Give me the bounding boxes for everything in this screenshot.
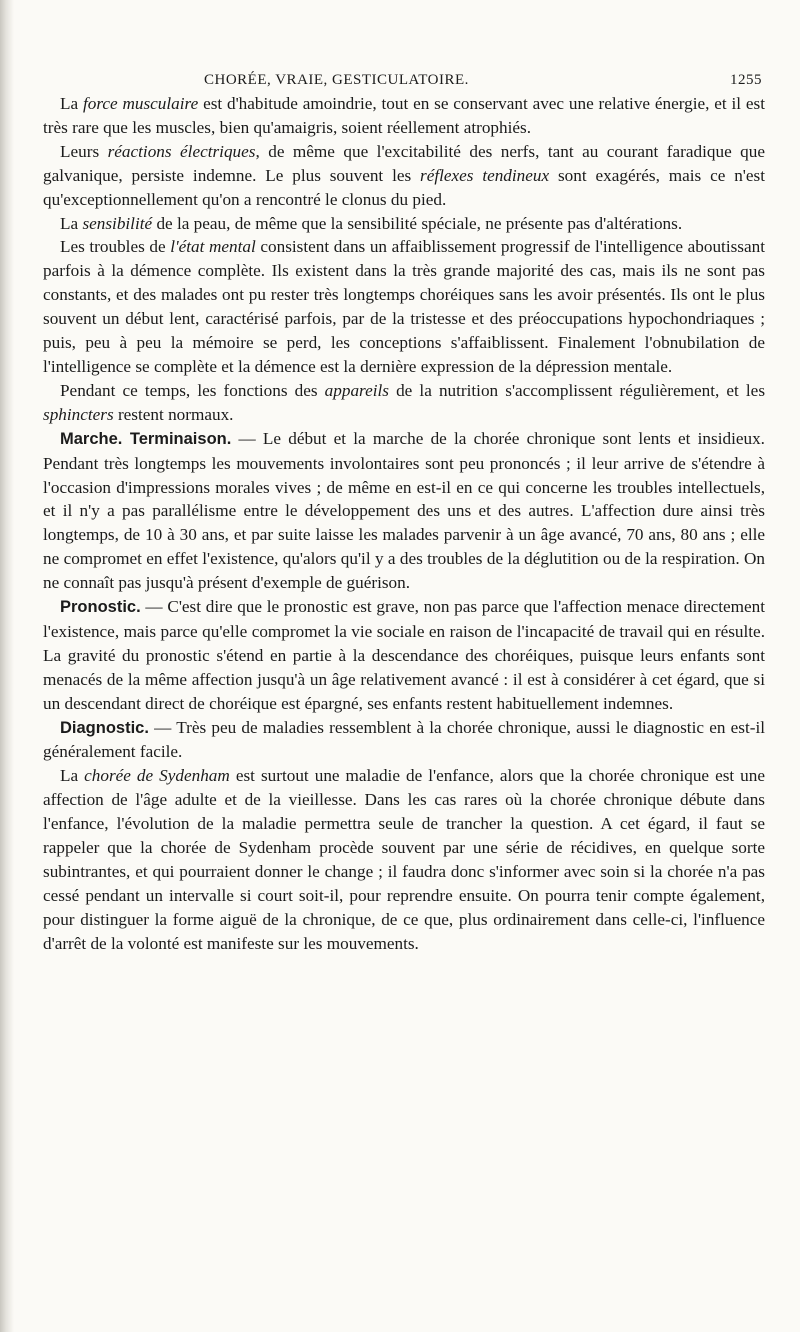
text-run: La [60, 766, 85, 786]
section-heading: Pronostic. [60, 598, 141, 617]
page-number: 1255 [730, 72, 762, 88]
paragraph [43, 764, 765, 955]
text-run: Pendant ce temps, les fonctions des [60, 380, 325, 400]
text-run: de la nutrition s'accomplissent régulièrement, et les [388, 380, 766, 400]
italic-term: l'état mental [170, 237, 256, 257]
text-run: — Le début et la marche de la chorée chronique sont lents et insidieux. Pendant très longtemps les mouvements involontaires sont peu prononcés ; il leur arrive de s'étendre à l'occasion d'impressions morales vives ; de même en est-il en ce qui concerne les troubles intellectuels, et il n'y a pas parallélisme entre le développement des uns et des autres. L'affection dure ainsi très longtemps, de 10 à 30 ans, et par suite laisse les malades parvenir à un âge avancé, 70 ans, 80 ans ; elle ne compromet en effet l'existence, qu'alors qu'il y a des troubles de la déglutition ou de la respiration. On ne connaît pas jusqu'à présent d'exemple de guérison. [43, 428, 765, 593]
italic-term: force musculaire [82, 94, 199, 113]
text-run: , de même que l'excitabilité des nerfs, tant au courant faradique que galvanique, persiste indemne. Le plus souvent les [43, 141, 765, 185]
text-run: est surtout une maladie de l'enfance, alors que la chorée chronique est une affection de l'âge adulte et de la vieillesse. Dans les cas rares où la chorée chronique débute dans l'enfance, l'évolution de la maladie permettra seule de trancher la question. A cet égard, il faut se rappeler que la chorée de Sydenham procède souvent par une série de récidives, en quelque sorte subintrantes, et qui pourraient donner le change ; il faudra donc s'informer avec soin si la chorée n'a pas cessé pendant un intervalle si court soit-il, pour reprendre ensuite. On pourra tenir compte également, pour distinguer la forme aiguë de la chronique, de ce que, plus ordinairement dans celle-ci, l'influence d'arrêt de la volonté est manifeste sur les mouvements. [43, 766, 765, 953]
text-run: restent normaux. [113, 404, 234, 424]
page-gutter-shadow [0, 0, 14, 1332]
text-run: Les troubles de [60, 237, 171, 257]
section-heading: Marche. Terminaison. [60, 429, 232, 448]
page-header [43, 50, 765, 90]
italic-term: sphincters [43, 404, 114, 424]
paragraph [43, 212, 765, 236]
paragraph [43, 235, 765, 378]
italic-term: réflexes tendineux [420, 165, 550, 185]
text-run: sont exagérés, mais ce n'est qu'exceptionnellement qu'on a rencontré le clonus du pied. [43, 165, 765, 209]
section-heading: Diagnostic. [60, 718, 149, 737]
text-run: — C'est dire que le pronostic est grave, non pas parce que l'affection menace directement l'existence, mais parce qu'elle compromet la vie sociale en raison de l'incapacité de travail qui en résulte. La gravité du pronostic s'étend en partie à la descendance des choréiques, puisque leurs enfants sont menacés de la même affection jusqu'à un âge relativement avancé : il est à considérer à cet égard, que si un descendant direct de choréique est épargné, ses enfants restent habituellement indemnes. [43, 597, 765, 713]
text-run: La [60, 94, 83, 113]
text-run: de la peau, de même que la sensibilité spéciale, ne présente pas d'altérations. [152, 213, 683, 233]
italic-term: appareils [324, 380, 389, 400]
italic-term: réactions électriques [107, 141, 256, 161]
book-page [43, 0, 765, 956]
running-head: CHORÉE, VRAIE, GESTICULATOIRE. [204, 72, 469, 88]
text-run: — Très peu de maladies ressemblent à la chorée chronique, aussi le diagnostic en est-il généralement facile. [43, 717, 765, 762]
text-run: consistent dans un affaiblissement progressif de l'intelligence aboutissant parfois à la démence complète. Ils existent dans la très grande majorité des cas, mais ils ne sont pas constants, et des malades ont pu rester très longtemps choréiques sans les avoir présentés. Ils ont le plus souvent un début lent, caractérisé parfois, par de la tristesse et des préoccupations hypochondriaques ; puis, peu à peu la mémoire se perd, les conceptions s'affaiblissent. Finalement l'obnubilation de l'intelligence se complète et la démence est la dernière expression de la dépression mentale. [43, 237, 765, 376]
paragraph [43, 92, 765, 140]
paragraph [43, 595, 765, 716]
paragraph [43, 716, 765, 765]
text-run: Leurs [60, 141, 108, 161]
text-run: La [60, 213, 83, 233]
italic-term: sensibilité [82, 213, 153, 233]
paragraph [43, 379, 765, 427]
text-run: est d'habitude amoindrie, tout en se conservant avec une relative énergie, et il est très rare que les muscles, bien qu'amaigris, soient réellement atrophiés. [43, 94, 765, 137]
paragraph [43, 427, 765, 595]
body-text [43, 92, 765, 956]
paragraph [43, 140, 765, 212]
italic-term: chorée de Sydenham [84, 766, 230, 786]
